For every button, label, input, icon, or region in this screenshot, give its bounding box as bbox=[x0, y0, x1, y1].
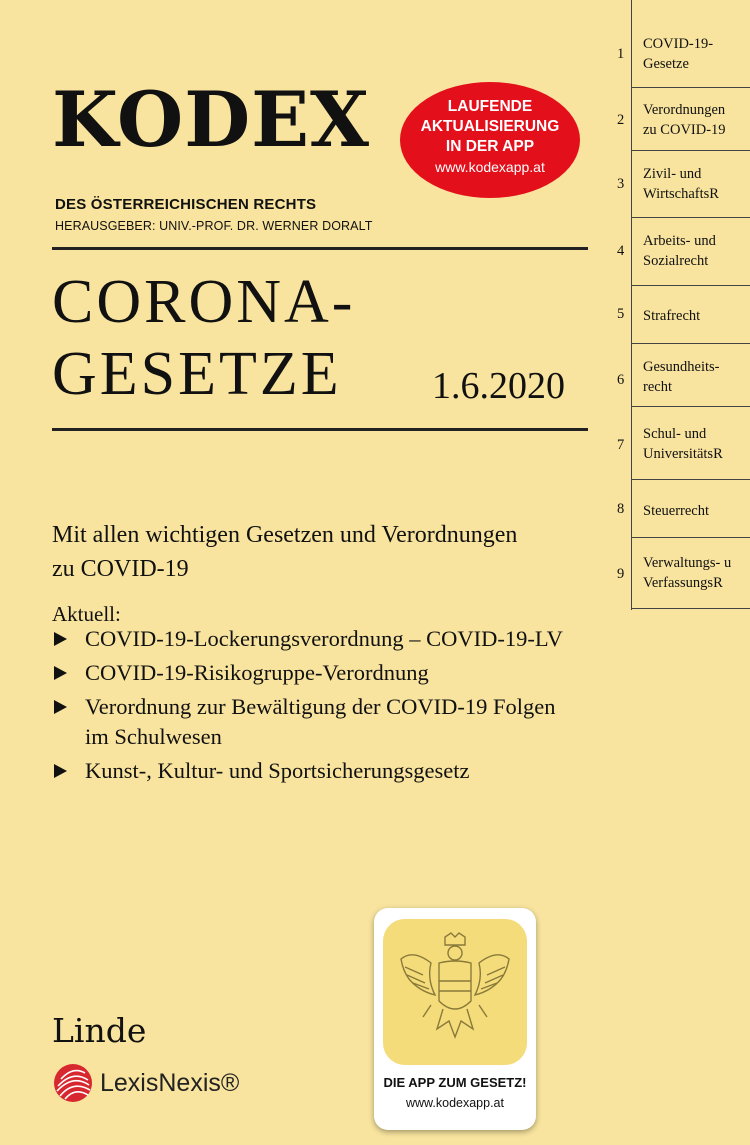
austrian-eagle-icon bbox=[383, 919, 527, 1065]
list-item-text-continued: im Schulwesen bbox=[85, 724, 222, 749]
tab-label-line-1: Schul- und bbox=[643, 426, 707, 442]
tab-divider bbox=[631, 87, 750, 88]
tab-label-line-2: Gesetze bbox=[643, 56, 689, 72]
tab-1-label bbox=[643, 34, 748, 74]
tab-number: 3 bbox=[617, 176, 625, 192]
badge-line-2: AKTUALISIERUNG bbox=[420, 118, 560, 135]
badge-line-1: LAUFENDE bbox=[447, 98, 533, 115]
tab-number: 7 bbox=[617, 437, 625, 453]
list-item-text: COVID-19-Risikogruppe-Verordnung bbox=[85, 660, 429, 685]
tab-label-line-2: UniversitätsR bbox=[643, 446, 723, 462]
badge-line-3: IN DER APP bbox=[445, 138, 535, 155]
tab-divider bbox=[631, 150, 750, 151]
triangle-bullet-icon bbox=[54, 700, 67, 714]
linde-logo: Linde bbox=[52, 1011, 147, 1050]
title-rule-bottom bbox=[52, 428, 588, 431]
tab-number: 1 bbox=[617, 46, 625, 62]
tab-label-line-1: Zivil- und bbox=[643, 166, 702, 182]
tab-divider bbox=[631, 406, 750, 407]
tab-divider bbox=[631, 285, 750, 286]
badge-url: www.kodexapp.at bbox=[435, 159, 545, 175]
tab-4-label bbox=[643, 231, 748, 271]
tab-6-label bbox=[643, 357, 748, 397]
brand-title: KODEX bbox=[52, 75, 371, 164]
triangle-bullet-icon bbox=[54, 666, 67, 680]
tab-2-label bbox=[643, 100, 748, 140]
tab-5-label bbox=[643, 306, 748, 326]
tab-number: 2 bbox=[617, 112, 625, 128]
tab-label-line-1: Verwaltungs- u bbox=[643, 555, 732, 571]
tab-label-line-1: Steuerrecht bbox=[643, 503, 710, 519]
tab-label-line-1: Verordnungen bbox=[643, 102, 726, 118]
tab-number: 6 bbox=[617, 372, 625, 388]
description-line-2: zu COVID-19 bbox=[52, 556, 189, 582]
editor-line: HERAUSGEBER: UNIV.-PROF. DR. WERNER DORALT bbox=[55, 219, 373, 233]
description bbox=[52, 518, 592, 586]
aktuell-list bbox=[52, 624, 622, 790]
lexisnexis-wordmark: LexisNexis® bbox=[100, 1069, 240, 1097]
triangle-bullet-icon bbox=[54, 632, 67, 646]
list-item bbox=[52, 624, 622, 654]
aktuell-label: Aktuell: bbox=[52, 602, 121, 626]
list-item bbox=[52, 692, 622, 752]
main-title-line-1: CORONA- bbox=[52, 268, 356, 336]
tab-8-label bbox=[643, 501, 748, 521]
lexisnexis-globe-icon bbox=[52, 1062, 94, 1104]
tab-divider bbox=[631, 608, 750, 609]
tab-3-label bbox=[643, 164, 748, 204]
tab-label-line-2: zu COVID-19 bbox=[643, 122, 726, 138]
list-item-text: Verordnung zur Bewältigung der COVID-19 Folgen bbox=[85, 694, 556, 719]
edition-date: 1.6.2020 bbox=[432, 365, 565, 407]
app-screen bbox=[383, 919, 527, 1065]
brand-subtitle: DES ÖSTERREICHISCHEN RECHTS bbox=[55, 196, 317, 213]
description-line-1: Mit allen wichtigen Gesetzen und Verordnungen bbox=[52, 522, 518, 548]
title-rule-top bbox=[52, 247, 588, 250]
app-card-url: www.kodexapp.at bbox=[406, 1096, 504, 1110]
list-item-text: Kunst-, Kultur- und Sportsicherungsgesetz bbox=[85, 758, 470, 783]
tab-number: 9 bbox=[617, 566, 625, 582]
main-title-line-2: GESETZE bbox=[52, 340, 342, 408]
tab-divider bbox=[631, 479, 750, 480]
tab-label-line-2: WirtschaftsR bbox=[643, 186, 719, 202]
tabs-vertical-rule bbox=[631, 0, 632, 610]
list-item bbox=[52, 756, 622, 786]
tab-label-line-2: VerfassungsR bbox=[643, 575, 723, 591]
tab-9-label bbox=[643, 553, 748, 593]
main-title bbox=[52, 266, 355, 410]
tab-number: 5 bbox=[617, 306, 625, 322]
tab-label-line-1: COVID-19- bbox=[643, 36, 714, 52]
tab-label-line-1: Gesundheits- bbox=[643, 359, 720, 375]
tab-number: 4 bbox=[617, 243, 625, 259]
tab-divider bbox=[631, 217, 750, 218]
list-item bbox=[52, 658, 622, 688]
tab-label-line-1: Arbeits- und bbox=[643, 233, 716, 249]
triangle-bullet-icon bbox=[54, 764, 67, 778]
app-card-slogan: DIE APP ZUM GESETZ! bbox=[383, 1075, 527, 1090]
tab-7-label bbox=[643, 424, 748, 464]
tab-label-line-1: Strafrecht bbox=[643, 308, 701, 324]
tab-number: 8 bbox=[617, 501, 625, 517]
tab-divider bbox=[631, 537, 750, 538]
tab-label-line-2: recht bbox=[643, 379, 672, 395]
tab-label-line-2: Sozialrecht bbox=[643, 253, 709, 269]
tab-divider bbox=[631, 343, 750, 344]
list-item-text: COVID-19-Lockerungsverordnung – COVID-19-LV bbox=[85, 626, 563, 651]
update-badge bbox=[400, 82, 580, 198]
app-card bbox=[374, 908, 536, 1130]
